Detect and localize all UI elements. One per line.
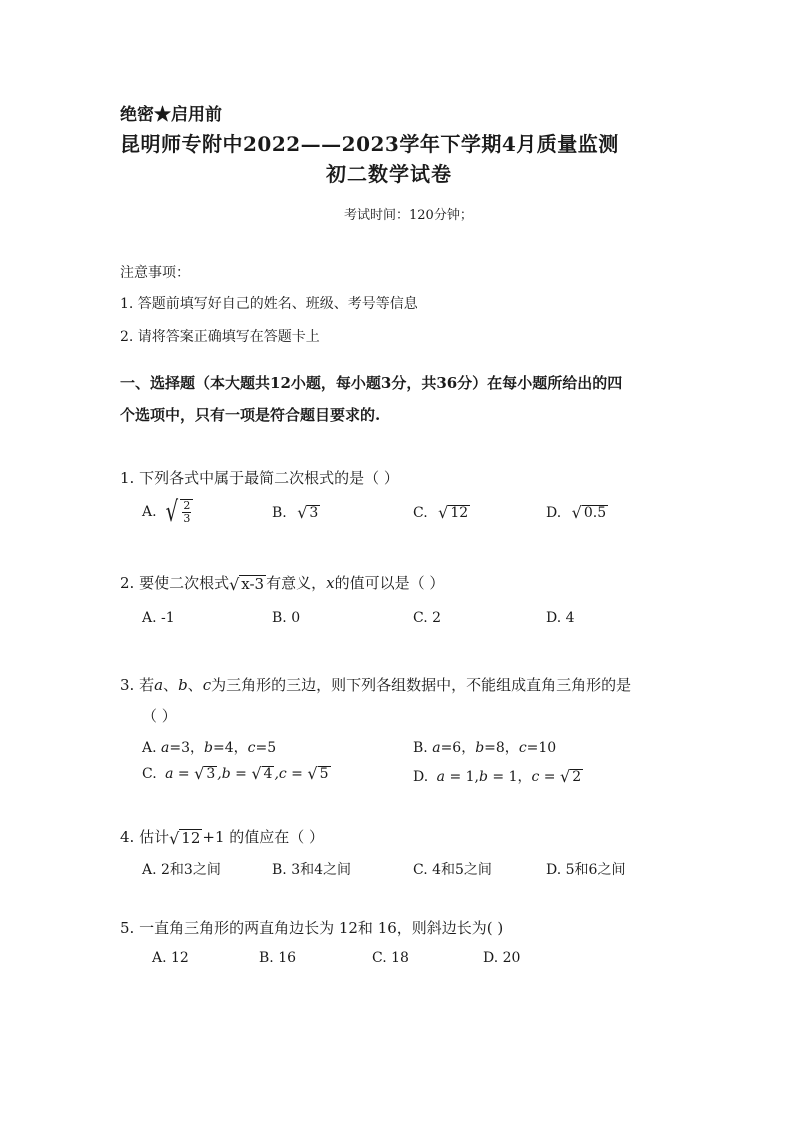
sqrt-icon: √: [251, 764, 262, 784]
sqrt-icon: √: [297, 503, 308, 523]
option-c-label: C.: [142, 766, 157, 783]
note-item-2: 2. 请将答案正确填写在答题卡上: [120, 329, 320, 345]
sqrt-icon: √: [438, 503, 449, 523]
notes-heading: 注意事项：: [120, 265, 190, 281]
question-3-stem: [120, 674, 631, 695]
radicand: x-3: [241, 575, 265, 594]
option-d-label: D.: [413, 769, 429, 785]
variable-a: a: [161, 740, 170, 756]
sqrt-icon: √: [560, 767, 571, 787]
variable-a: a: [165, 766, 174, 783]
variable-b: b: [204, 740, 213, 756]
sqrt-icon: √: [165, 495, 178, 528]
radicand: 5: [319, 766, 329, 782]
stem-text: 4. 估计: [120, 828, 170, 846]
variable-a: a: [432, 740, 441, 756]
question-2-stem: [120, 572, 444, 593]
question-1-option-b: [272, 505, 320, 521]
equals: =: [230, 766, 252, 783]
radicand: 2: [572, 768, 582, 785]
radicand: 3: [206, 766, 216, 782]
stem-text: 的值可以是（ ）: [334, 574, 445, 592]
variable-c: c: [531, 769, 540, 785]
value: =3，: [169, 740, 205, 756]
radicand: 3: [309, 505, 319, 521]
sqrt-icon: √: [571, 503, 582, 523]
question-3-option-a: [142, 737, 276, 757]
sqrt-icon: √: [229, 574, 240, 594]
section-heading-line1: 一、选择题（本大题共12小题，每小题3分，共36分）在每小题所给出的四: [120, 374, 623, 392]
separator: 、: [163, 676, 179, 694]
fraction-denominator: 3: [183, 512, 191, 525]
question-2-option-a: A. -1: [142, 610, 175, 626]
stem-text: +1 的值应在（ ）: [202, 828, 325, 846]
question-5-option-c: C. 18: [372, 950, 409, 966]
variable-a: a: [154, 676, 164, 694]
radicand: 12: [181, 829, 201, 848]
variable-a: a: [436, 769, 445, 785]
exam-time: 考试时间：120分钟；: [344, 208, 473, 223]
question-2-option-c: C. 2: [413, 610, 442, 626]
question-4-option-c: C. 4和5之间: [413, 862, 492, 878]
sqrt-icon: √: [307, 764, 318, 784]
value: =5: [255, 740, 277, 756]
stem-text: 为三角形的三边，则下列各组数据中，不能组成直角三角形的是: [211, 676, 632, 694]
note-item-1: 1. 答题前填写好自己的姓名、班级、考号等信息: [120, 296, 418, 312]
value: =8，: [484, 740, 519, 756]
question-1-option-d: [546, 505, 608, 521]
fraction-numerator: 2: [183, 499, 191, 513]
question-4-option-a: A. 2和3之间: [142, 862, 221, 878]
question-4-option-b: B. 3和4之间: [272, 862, 352, 878]
option-a-label: A.: [142, 504, 157, 520]
variable-c: c: [247, 740, 256, 756]
question-2-option-d: D. 4: [546, 610, 575, 626]
variable-c: c: [202, 676, 212, 694]
question-3-option-c: [142, 766, 331, 782]
question-5-option-d: D. 20: [483, 950, 521, 966]
question-2-option-b: B. 0: [272, 610, 301, 626]
value: =6，: [440, 740, 476, 756]
separator: 、: [187, 676, 203, 694]
question-5-option-b: B. 16: [259, 950, 297, 966]
question-1-option-a: [142, 495, 193, 528]
fraction: [182, 500, 191, 524]
radicand: 0.5: [583, 505, 607, 521]
equals: =: [173, 766, 195, 783]
variable-x: x: [326, 574, 335, 592]
value: = 1,: [445, 769, 479, 785]
variable-b: ,b: [217, 766, 231, 783]
sqrt-icon: √: [194, 764, 205, 784]
value: =4，: [212, 740, 248, 756]
option-d-label: D.: [546, 505, 562, 522]
value: = 1，: [487, 769, 532, 785]
variable-c: ,c: [274, 766, 287, 783]
question-1-option-c: [413, 505, 470, 521]
exam-subtitle: 初二数学试卷: [326, 162, 452, 186]
variable-c: c: [518, 740, 527, 756]
variable-b: b: [475, 740, 485, 756]
exam-title: 昆明师专附中2022——2023学年下学期4月质量监测: [120, 132, 619, 156]
option-b-label: B.: [413, 740, 428, 756]
equals: =: [286, 766, 308, 783]
question-1-stem: 1. 下列各式中属于最简二次根式的是（ ）: [120, 469, 399, 487]
question-3-paren: （ ）: [142, 707, 177, 725]
question-4-option-d: D. 5和6之间: [546, 862, 626, 878]
value: =10: [526, 740, 557, 756]
confidential-label: 绝密★启用前: [120, 105, 222, 125]
question-3-option-b: [413, 737, 556, 757]
equals: =: [539, 769, 560, 785]
option-a-label: A.: [142, 740, 157, 756]
variable-b: b: [178, 676, 188, 694]
question-5-option-a: A. 12: [152, 950, 189, 966]
option-b-label: B.: [272, 505, 287, 522]
stem-text: 有意义，: [266, 574, 327, 592]
sqrt-icon: √: [169, 828, 180, 848]
option-c-label: C.: [413, 505, 428, 522]
stem-text: 2. 要使二次根式: [120, 574, 230, 592]
variable-b: b: [479, 769, 488, 785]
radicand: 4: [263, 766, 273, 782]
question-5-stem: 5. 一直角三角形的两直角边长为 12和 16，则斜边长为( ): [120, 919, 504, 937]
question-3-option-d: [413, 766, 583, 786]
question-4-stem: [120, 826, 324, 847]
stem-text: 3. 若: [120, 676, 155, 694]
section-heading-line2: 个选项中，只有一项是符合题目要求的.: [120, 406, 381, 424]
radicand: 12: [450, 505, 469, 521]
radical-fraction: [163, 495, 194, 528]
